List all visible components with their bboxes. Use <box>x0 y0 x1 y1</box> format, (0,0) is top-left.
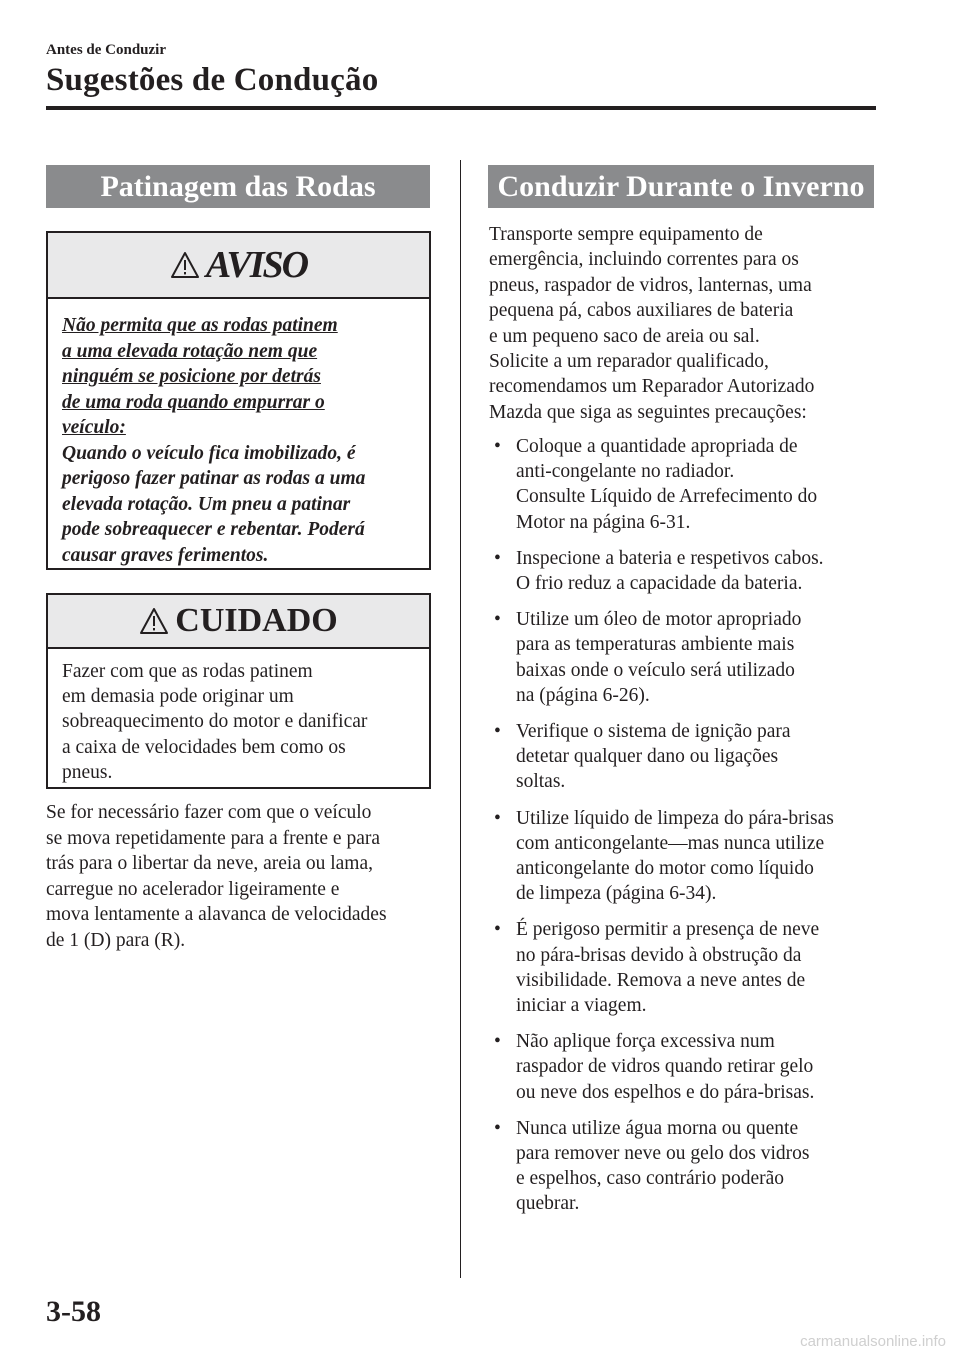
list-item <box>489 546 879 596</box>
column-divider <box>460 160 461 1278</box>
paragraph-line: pequena pá, cabos auxiliares de bateria <box>489 300 794 322</box>
warning-line: ninguém se posicione por detrás <box>62 366 321 387</box>
list-item-line: para as temperaturas ambiente mais <box>516 634 795 656</box>
warning-line: Quando o veículo fica imobilizado, é <box>62 442 356 464</box>
caution-line: pneus. <box>62 761 113 783</box>
caution-line: sobreaquecimento do motor e danificar <box>62 711 368 733</box>
paragraph-line: Se for necessário fazer com que o veículo <box>46 802 372 823</box>
caution-box <box>46 593 431 789</box>
list-item-line: de limpeza (página 6-34). <box>516 883 717 905</box>
bullet-icon: • <box>494 1117 501 1139</box>
paragraph-line: se mova repetidamente para a frente e para <box>46 827 381 849</box>
paragraph-line: e um pequeno saco de areia ou sal. <box>489 325 760 347</box>
list-item-line: detetar qualquer dano ou ligações <box>516 746 779 768</box>
caution-header <box>48 595 429 649</box>
list-item-line: baixas onde o veículo será utilizado <box>516 659 795 681</box>
paragraph-line: recomendamos um Reparador Autorizado <box>489 376 815 398</box>
header-rule <box>46 106 876 110</box>
list-item <box>489 1029 879 1105</box>
list-item-line: com anticongelante—mas nunca utilize <box>516 832 825 854</box>
list-item-line: para remover neve ou gelo dos vidros <box>516 1143 810 1165</box>
list-item-line: Coloque a quantidade apropriada de <box>516 436 798 457</box>
list-item-line: raspador de vidros quando retirar gelo <box>516 1056 814 1078</box>
list-item <box>489 434 879 535</box>
warning-line: a uma elevada rotação nem que <box>62 340 318 362</box>
warning-triangle-icon <box>170 251 200 279</box>
warning-text <box>48 299 429 568</box>
list-item <box>489 1116 879 1217</box>
paragraph-line: carregue no acelerador ligeiramente e <box>46 878 340 900</box>
list-item-line: iniciar a viagem. <box>516 995 647 1017</box>
list-item-line: Utilize líquido de limpeza do pára-brisas <box>516 807 834 829</box>
list-item-line: Inspecione a bateria e respetivos cabos. <box>516 547 824 569</box>
list-item-line: e espelhos, caso contrário poderão <box>516 1168 785 1190</box>
caution-label: CUIDADO <box>175 602 338 639</box>
paragraph-line: pneus, raspador de vidros, lanternas, uma <box>489 274 812 296</box>
list-item-line: anticongelante do motor como líquido <box>516 858 814 880</box>
winter-intro-paragraph <box>489 222 879 425</box>
page-title: Sugestões de Condução <box>46 62 379 98</box>
caution-text <box>48 649 429 785</box>
warning-line: elevada rotação. Um pneu a patinar <box>62 493 351 515</box>
warning-box <box>46 231 431 570</box>
list-item-line: É perigoso permitir a presença de neve <box>516 919 820 941</box>
bullet-icon: • <box>494 609 501 631</box>
winter-precautions-list <box>489 434 879 1228</box>
bullet-icon: • <box>494 919 501 941</box>
section-banner-winter-driving: Conduzir Durante o Inverno <box>488 165 874 208</box>
page-number: 3-58 <box>46 1295 101 1328</box>
watermark: carmanualsonline.info <box>800 1333 946 1350</box>
header-subtitle: Antes de Conduzir <box>46 42 167 58</box>
bullet-icon: • <box>494 1031 501 1053</box>
list-item-line: soltas. <box>516 771 566 793</box>
warning-line: causar graves ferimentos. <box>62 544 269 566</box>
list-item-line: Nunca utilize água morna ou quente <box>516 1117 799 1139</box>
paragraph-line: mova lentamente a alavanca de velocidades <box>46 904 387 925</box>
warning-label: AVISO <box>205 244 308 286</box>
list-item <box>489 806 879 907</box>
list-item-line: na (página 6-26). <box>516 684 650 706</box>
caution-line: Fazer com que as rodas patinem <box>62 661 313 682</box>
list-item-line: Verifique o sistema de ignição para <box>516 721 791 743</box>
caution-line: a caixa de velocidades bem como os <box>62 736 346 758</box>
list-item-line: O frio reduz a capacidade da bateria. <box>516 573 803 595</box>
wheel-spin-paragraph <box>46 800 436 953</box>
bullet-icon: • <box>494 547 501 569</box>
list-item-line: Não aplique força excessiva num <box>516 1031 775 1053</box>
paragraph-line: Transporte sempre equipamento de <box>489 224 763 245</box>
caution-line: em demasia pode originar um <box>62 686 294 708</box>
list-item <box>489 917 879 1018</box>
bullet-icon: • <box>494 807 501 829</box>
warning-header <box>48 233 429 299</box>
warning-line: perigoso fazer patinar as rodas a uma <box>62 468 366 489</box>
bullet-icon: • <box>494 721 501 743</box>
paragraph-line: trás para o libertar da neve, areia ou lama, <box>46 853 373 874</box>
warning-line: pode sobreaquecer e rebentar. Poderá <box>62 519 365 540</box>
list-item-line: Motor na página 6-31. <box>516 511 691 533</box>
list-item-line: no pára-brisas devido à obstrução da <box>516 944 802 966</box>
list-item-line: Utilize um óleo de motor apropriado <box>516 609 802 631</box>
bullet-icon: • <box>494 436 501 457</box>
list-item-line: anti-congelante no radiador. <box>516 461 735 483</box>
list-item <box>489 607 879 708</box>
list-item-line: visibilidade. Remova a neve antes de <box>516 969 806 991</box>
list-item <box>489 719 879 795</box>
warning-line: veículo: <box>62 417 126 438</box>
section-banner-wheel-spin: Patinagem das Rodas <box>46 165 430 208</box>
paragraph-line: Mazda que siga as seguintes precauções: <box>489 401 807 423</box>
paragraph-line: de 1 (D) para (R). <box>46 929 186 951</box>
warning-line: de uma roda quando empurrar o <box>62 391 325 413</box>
list-item-line: ou neve dos espelhos e do pára-brisas. <box>516 1081 815 1103</box>
warning-triangle-icon <box>139 607 169 635</box>
list-item-line: quebrar. <box>516 1193 580 1215</box>
paragraph-line: emergência, incluindo correntes para os <box>489 249 799 271</box>
list-item-line: Consulte Líquido de Arrefecimento do <box>516 486 818 508</box>
paragraph-line: Solicite a um reparador qualificado, <box>489 351 769 373</box>
warning-line: Não permita que as rodas patinem <box>62 315 338 336</box>
